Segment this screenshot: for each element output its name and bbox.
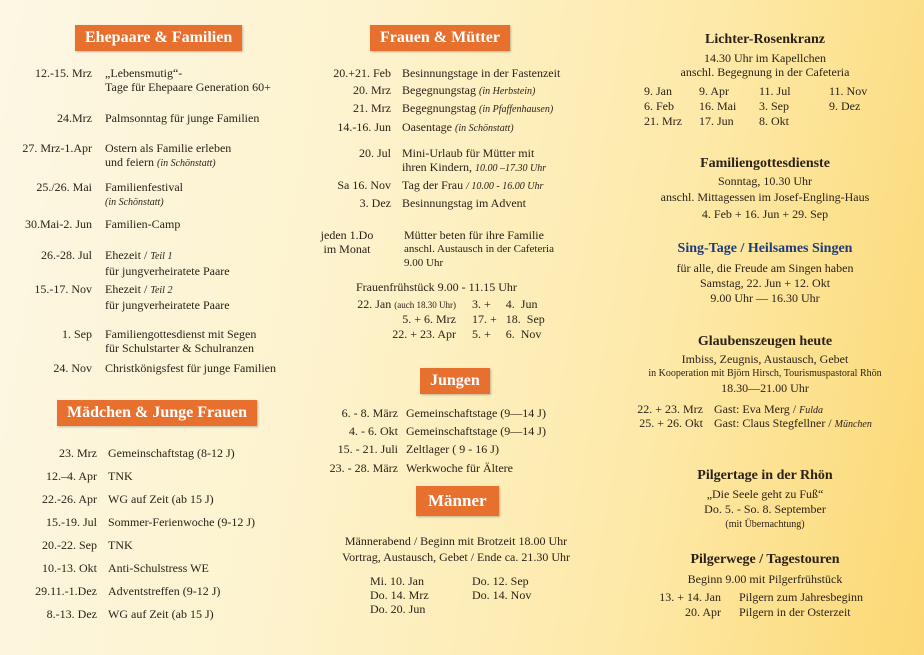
- event-date: 21. Mrz: [353, 101, 391, 115]
- event-text: [105, 327, 256, 355]
- event-date: 20.+21. Feb: [333, 66, 391, 80]
- rosenkranz-date: 21. Mrz: [644, 114, 682, 128]
- gz-line2: in Kooperation mit Björn Hirsch, Tourismuspastoral Rhön: [648, 368, 882, 379]
- event-title: Tag der Frau: [402, 178, 464, 192]
- singtage-line1: für alle, die Freude am Singen haben: [676, 261, 854, 275]
- event-text: [402, 120, 514, 136]
- event-date: 20. Apr: [685, 605, 721, 619]
- event-date: 3. Dez: [359, 196, 391, 210]
- maenner-line1: Männerabend / Beginn mit Brotzeit 18.00 Uhr: [344, 534, 568, 548]
- event-text: [402, 178, 543, 194]
- event-date: 4. - 6. Okt: [349, 424, 398, 438]
- pt-line2: Do. 5. - So. 8. September: [704, 502, 826, 516]
- event-title: Begegnungstag: [402, 83, 476, 97]
- event-note: (in Schönstatt): [156, 158, 216, 169]
- event-text: [105, 180, 183, 210]
- rosenkranz-line2: anschl. Begegnung in der Cafeteria: [680, 65, 850, 79]
- section-header-ehepaare: Ehepaare & Familien: [75, 25, 242, 51]
- event-text: [108, 538, 133, 552]
- fruehstueck-date-b: 5. + 6. Nov: [472, 327, 542, 341]
- event-text: [402, 66, 560, 80]
- event-title: Gast: Eva Merg /: [714, 402, 797, 416]
- pw-line1: Beginn 9.00 mit Pilgerfrühstück: [687, 572, 843, 586]
- event-title: WG auf Zeit (ab 15 J): [108, 607, 214, 621]
- event-text: [108, 515, 255, 529]
- event-text: [406, 442, 499, 456]
- rosenkranz-date: 9. Dez: [829, 99, 861, 113]
- section-header-jungen: Jungen: [420, 368, 490, 394]
- section-header-frauen: Frauen & Mütter: [370, 25, 510, 51]
- event-text: [105, 217, 180, 231]
- event-subtitle: Tage für Ehepaare Generation 60+: [105, 80, 271, 94]
- event-date: 23. Mrz: [59, 446, 97, 460]
- event-title: Pilgern in der Osterzeit: [739, 605, 851, 619]
- event-note: (in Herbstein): [479, 86, 536, 97]
- pilgertage-title: Pilgertage in der Rhön: [697, 468, 833, 483]
- event-title: Familien-Camp: [105, 217, 181, 231]
- singtage-line3: 9.00 Uhr — 16.30 Uhr: [710, 291, 820, 305]
- event-date: 27. Mrz-1.Apr: [22, 141, 92, 155]
- event-date: 29.11.-1.Dez: [35, 584, 97, 598]
- rosenkranz-date: 16. Mai: [699, 99, 737, 113]
- event-title: Anti-Schulstress WE: [108, 561, 209, 575]
- event-date: 22. + 23. Mrz: [637, 402, 703, 416]
- event-text: [108, 607, 214, 621]
- event-note: Fulda: [799, 405, 823, 416]
- event-subtitle: für jungverheiratete Paare: [105, 298, 230, 312]
- event-date: 12.–4. Apr: [46, 469, 97, 483]
- event-text: [105, 141, 231, 171]
- event-text: [402, 83, 535, 99]
- event-text: [105, 361, 276, 375]
- singtage-line2: Samstag, 22. Jun + 12. Okt: [699, 276, 831, 290]
- event-text: [108, 469, 133, 483]
- event-title: Gast: Claus Stegfellner /: [714, 416, 832, 430]
- fg-line3: 4. Feb + 16. Jun + 29. Sep: [701, 207, 829, 221]
- event-text: [402, 101, 553, 117]
- rosenkranz-date: 17. Jun: [699, 114, 734, 128]
- fg-line2: anschl. Mittagessen im Josef-Engling-Haus: [660, 190, 870, 204]
- maenner-dates-right: Do. 12. Sep Do. 14. Nov: [472, 574, 532, 602]
- event-date: 12.-15. Mrz: [35, 66, 92, 80]
- event-date: 15. - 21. Juli: [337, 442, 398, 456]
- pt-line1: „Die Seele geht zu Fuß“: [706, 487, 824, 501]
- rosenkranz-date: 11. Nov: [829, 84, 868, 98]
- rosenkranz-date: 6. Feb: [644, 99, 674, 113]
- event-title: Gemeinschaftstage (9—14 J): [406, 406, 546, 420]
- event-title: „Lebensmutig“-: [105, 66, 183, 80]
- event-text: [108, 492, 214, 506]
- event-title: Sommer-Ferienwoche (9-12 J): [108, 515, 256, 529]
- event-title: Ostern als Familie erleben: [105, 141, 232, 155]
- rosenkranz-title: Lichter-Rosenkranz: [704, 32, 826, 47]
- event-title: Pilgern zum Jahresbeginn: [739, 590, 863, 604]
- column-left: [0, 0, 306, 655]
- event-date: 14.-16. Jun: [337, 120, 391, 134]
- event-date: 26.-28. Jul: [41, 248, 92, 262]
- fruehstueck-title: Frauenfrühstück 9.00 - 11.15 Uhr: [356, 280, 517, 294]
- monthly-text: Mütter beten für ihre Familie anschl. Austausch in der Cafeteria 9.00 Uhr: [404, 228, 554, 269]
- event-subtitle: und feiern: [105, 155, 154, 169]
- event-text: [406, 461, 513, 475]
- event-date: 20.-22. Sep: [42, 538, 97, 552]
- event-note: (in Pfaffenhausen): [479, 104, 554, 115]
- event-date: 15.-19. Jul: [46, 515, 97, 529]
- event-note: / 10.00 - 16.00 Uhr: [466, 181, 544, 192]
- fruehstueck-date-b: 3. + 4. Jun: [472, 297, 538, 311]
- event-date: 6. - 8. März: [341, 406, 398, 420]
- event-date: Sa 16. Nov: [337, 178, 391, 192]
- event-note: Teil 2: [150, 285, 173, 296]
- event-text: [739, 605, 851, 619]
- event-date: 24.Mrz: [57, 111, 92, 125]
- event-date: 25. + 26. Okt: [639, 416, 703, 430]
- event-note: 10.00 –17.30 Uhr: [474, 163, 547, 174]
- event-title: Zeltlager ( 9 - 16 J): [406, 442, 499, 456]
- rosenkranz-line1: 14.30 Uhr im Kapellchen: [704, 51, 826, 65]
- event-title: Ehezeit /: [105, 282, 148, 296]
- pilgerwege-title: Pilgerwege / Tagestouren: [690, 552, 840, 567]
- event-text: [402, 146, 546, 176]
- event-title: Familiengottesdienst mit Segen: [105, 327, 257, 341]
- glaubenszeugen-title: Glaubenszeugen heute: [697, 334, 833, 349]
- event-title: Werkwoche für Ältere: [406, 461, 513, 475]
- event-date: 15.-17. Nov: [34, 282, 92, 296]
- event-subtitle: für Schulstarter & Schulranzen: [105, 341, 254, 355]
- event-date: 20. Mrz: [353, 83, 391, 97]
- event-note: München: [834, 419, 872, 430]
- event-date: 1. Sep: [62, 327, 92, 341]
- section-header-maenner: Männer: [416, 486, 499, 516]
- rosenkranz-date: 9. Jan: [644, 84, 672, 98]
- pt-line3: (mit Übernachtung): [725, 519, 805, 530]
- event-title: WG auf Zeit (ab 15 J): [108, 492, 214, 506]
- event-text: [108, 446, 235, 460]
- fg-line1: Sonntag, 10.30 Uhr: [718, 174, 812, 188]
- event-subtitle: ihren Kindern,: [402, 160, 472, 174]
- event-title: Christkönigsfest für junge Familien: [105, 361, 276, 375]
- monthly-date: jeden 1.Do im Monat: [320, 228, 374, 256]
- event-note: Teil 1: [150, 251, 173, 262]
- fruehstueck-date-a: 22. Jan (auch 18.30 Uhr): [357, 297, 456, 311]
- event-text: [406, 424, 546, 438]
- fruehstueck-date-b: 17. + 18. Sep: [472, 312, 545, 326]
- event-text: [105, 66, 271, 94]
- event-text: [105, 111, 259, 125]
- fruehstueck-date-a: 5. + 6. Mrz: [402, 312, 456, 326]
- rosenkranz-date: [829, 114, 889, 129]
- event-text: [739, 590, 863, 604]
- event-text: [714, 416, 872, 432]
- event-title: Gemeinschaftstag (8-12 J): [108, 446, 235, 460]
- event-text: [108, 584, 220, 598]
- fruehstueck-date-a: 22. + 23. Apr: [392, 327, 456, 341]
- event-subtitle: für jungverheiratete Paare: [105, 264, 230, 278]
- event-date: 25./26. Mai: [36, 180, 92, 194]
- event-date: 24. Nov: [53, 361, 92, 375]
- rosenkranz-dates: [644, 84, 889, 129]
- gz-line1: Imbiss, Zeugnis, Austausch, Gebet: [681, 352, 849, 366]
- rosenkranz-date: 8. Okt: [759, 114, 789, 128]
- event-text: [108, 561, 209, 575]
- event-title: Palmsonntag für junge Familien: [105, 111, 260, 125]
- event-date: 8.-13. Dez: [46, 607, 97, 621]
- event-title: Oasentage: [402, 120, 452, 134]
- event-title: Besinnungstage in der Fastenzeit: [402, 66, 561, 80]
- event-note: (in Schönstatt): [105, 197, 164, 208]
- rosenkranz-date: 3. Sep: [759, 99, 789, 113]
- event-date: 22.-26. Apr: [42, 492, 97, 506]
- event-title: Besinnungstag im Advent: [402, 196, 526, 210]
- event-title: Begegnungstag: [402, 101, 476, 115]
- familiengottesdienste-title: Familiengottesdienste: [700, 156, 830, 171]
- event-date: 20. Jul: [358, 146, 391, 160]
- event-date: 13. + 14. Jan: [659, 590, 721, 604]
- maenner-dates-left: Mi. 10. Jan Do. 14. Mrz Do. 20. Jun: [370, 574, 429, 616]
- event-date: 30.Mai-2. Jun: [25, 217, 92, 231]
- section-header-maedchen: Mädchen & Junge Frauen: [57, 400, 257, 426]
- event-title: Adventstreffen (9-12 J): [108, 584, 221, 598]
- gz-line3: 18.30—21.00 Uhr: [721, 381, 809, 395]
- event-title: TNK: [108, 538, 133, 552]
- singtage-title: Sing-Tage / Heilsames Singen: [677, 241, 853, 256]
- maenner-line2: Vortrag, Austausch, Gebet / Ende ca. 21.30 Uhr: [341, 550, 571, 564]
- rosenkranz-date: 9. Apr: [699, 84, 729, 98]
- rosenkranz-date: 11. Jul: [759, 84, 791, 98]
- column-middle: [306, 0, 606, 655]
- column-right: [606, 0, 924, 655]
- event-title: Familienfestival: [105, 180, 183, 194]
- event-date: 23. - 28. März: [329, 461, 398, 475]
- event-title: Ehezeit /: [105, 248, 148, 262]
- event-date: 10.-13. Okt: [42, 561, 97, 575]
- event-title: Mini-Urlaub für Mütter mit: [402, 146, 535, 160]
- event-text: [402, 196, 526, 210]
- event-text: [406, 406, 546, 420]
- event-text: [105, 282, 230, 312]
- event-title: Gemeinschaftstage (9—14 J): [406, 424, 546, 438]
- event-note: (in Schönstatt): [454, 123, 514, 134]
- event-title: TNK: [108, 469, 133, 483]
- event-text: [105, 248, 230, 278]
